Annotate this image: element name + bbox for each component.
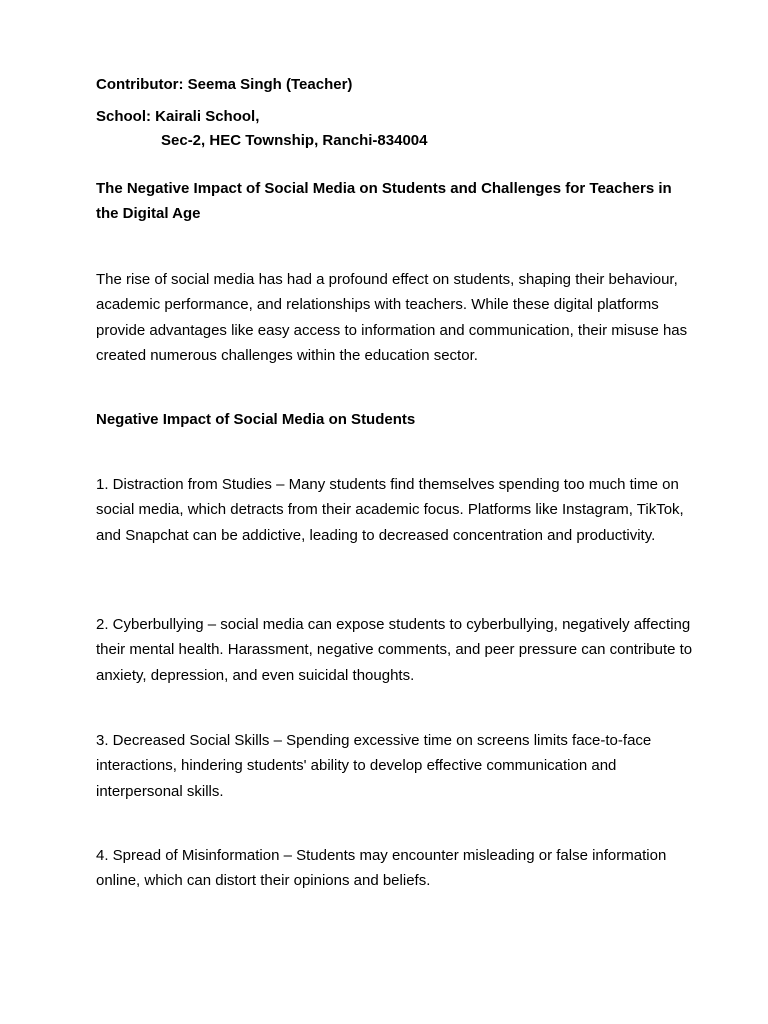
contributor-line: Contributor: Seema Singh (Teacher) <box>96 76 353 93</box>
list-item: 1. Distraction from Studies – Many students find themselves spending too much time on social media, which detracts from their academic focus. Platforms like Instagram, TikTok, and Snapchat can be addictive, leading to decreased concentration and productivity. <box>96 476 684 544</box>
list-item: 3. Decreased Social Skills – Spending excessive time on screens limits face-to-face interactions, hindering students' ability to develop effective communication and interpersonal skills. <box>96 732 652 800</box>
article-title: The Negative Impact of Social Media on Students and Challenges for Teachers in the Digital Age <box>96 180 672 223</box>
list-item: 2. Cyberbullying – social media can expose students to cyberbullying, negatively affecting their mental health. Harassment, negative comments, and peer pressure can contribute to anxiety, depression, and even suicidal thoughts. <box>96 616 693 684</box>
section-heading: Negative Impact of Social Media on Students <box>96 411 416 428</box>
school-address-line: Sec-2, HEC Township, Ranchi-834004 <box>161 132 428 149</box>
intro-paragraph: The rise of social media has had a profound effect on students, shaping their behaviour, academic performance, and relationships with teachers. While these digital platforms provide advantages like easy access to information and communication, their misuse has created numerous challenges within the education sector. <box>96 271 688 364</box>
school-name-line: School: Kairali School, <box>96 108 260 125</box>
list-item: 4. Spread of Misinformation – Students may encounter misleading or false information online, which can distort their opinions and beliefs. <box>96 847 667 890</box>
